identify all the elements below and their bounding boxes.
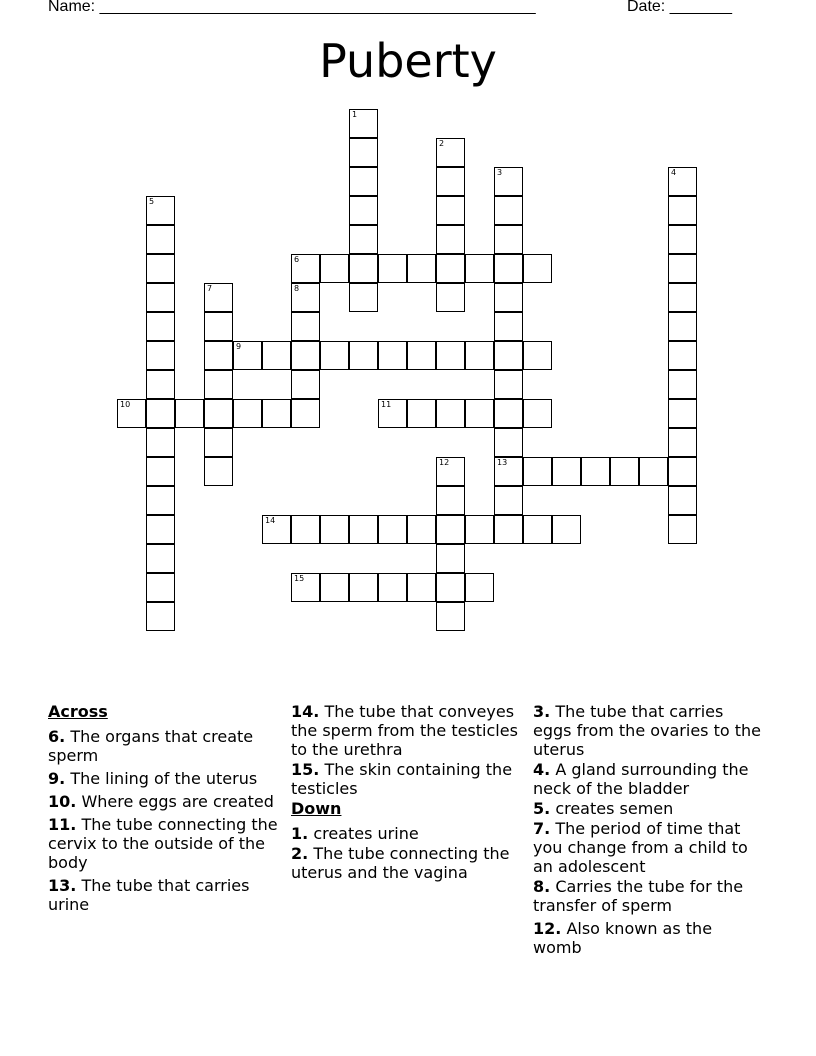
grid-cell[interactable] bbox=[146, 225, 175, 254]
clue-text: The skin containing the testicles bbox=[291, 760, 513, 798]
grid-cell[interactable] bbox=[146, 341, 175, 370]
date-field-label: Date: _______ bbox=[627, 0, 732, 15]
grid-cell[interactable] bbox=[523, 399, 552, 428]
grid-cell[interactable] bbox=[146, 573, 175, 602]
grid-cell[interactable] bbox=[378, 515, 407, 544]
grid-cell[interactable] bbox=[291, 515, 320, 544]
grid-cell[interactable] bbox=[494, 515, 523, 544]
grid-cell[interactable] bbox=[523, 341, 552, 370]
grid-cell[interactable] bbox=[349, 167, 378, 196]
grid-cell[interactable] bbox=[639, 457, 668, 486]
grid-cell[interactable] bbox=[465, 399, 494, 428]
clue-text: The tube that carries urine bbox=[48, 876, 250, 914]
clue-number: 14. bbox=[291, 702, 320, 721]
grid-cell[interactable] bbox=[291, 370, 320, 399]
down-heading: Down bbox=[291, 799, 342, 818]
grid-cell[interactable] bbox=[668, 312, 697, 341]
clue-number: 2. bbox=[291, 844, 309, 863]
clue-down-4 bbox=[533, 760, 765, 798]
grid-cell[interactable] bbox=[291, 254, 320, 283]
grid-cell[interactable] bbox=[146, 196, 175, 225]
cell-number: 7 bbox=[207, 284, 213, 293]
grid-cell[interactable] bbox=[436, 167, 465, 196]
grid-cell[interactable] bbox=[494, 225, 523, 254]
clue-across-13 bbox=[48, 876, 280, 914]
clue-across-9 bbox=[48, 769, 280, 788]
clue-text: The period of time that you change from a child to an adolescent bbox=[533, 819, 748, 876]
clue-across-14 bbox=[291, 702, 523, 759]
grid-cell[interactable] bbox=[668, 254, 697, 283]
grid-cell[interactable] bbox=[378, 341, 407, 370]
grid-cell[interactable] bbox=[233, 341, 262, 370]
clue-down-3 bbox=[533, 702, 765, 759]
grid-cell[interactable] bbox=[233, 399, 262, 428]
grid-cell[interactable] bbox=[436, 341, 465, 370]
grid-cell[interactable] bbox=[262, 399, 291, 428]
clue-text: creates urine bbox=[313, 824, 419, 843]
clue-text: Also known as the womb bbox=[533, 919, 713, 957]
grid-cell[interactable] bbox=[146, 370, 175, 399]
grid-cell[interactable] bbox=[436, 196, 465, 225]
grid-cell[interactable] bbox=[668, 428, 697, 457]
cell-number: 15 bbox=[294, 574, 305, 583]
cell-number: 11 bbox=[381, 400, 392, 409]
grid-cell[interactable] bbox=[146, 515, 175, 544]
grid-cell[interactable] bbox=[436, 573, 465, 602]
grid-cell[interactable] bbox=[465, 341, 494, 370]
grid-cell[interactable] bbox=[668, 457, 697, 486]
grid-cell[interactable] bbox=[523, 515, 552, 544]
grid-cell[interactable] bbox=[465, 573, 494, 602]
clue-number: 5. bbox=[533, 799, 551, 818]
clue-text: The tube connecting the uterus and the vagina bbox=[291, 844, 510, 882]
grid-cell[interactable] bbox=[291, 399, 320, 428]
grid-cell[interactable] bbox=[175, 399, 204, 428]
clue-number: 1. bbox=[291, 824, 309, 843]
cell-number: 1 bbox=[352, 110, 358, 119]
grid-cell[interactable] bbox=[494, 283, 523, 312]
grid-cell[interactable] bbox=[407, 515, 436, 544]
clue-text: The lining of the uterus bbox=[70, 769, 258, 788]
clue-across-11 bbox=[48, 815, 280, 872]
grid-cell[interactable] bbox=[436, 283, 465, 312]
clue-down-5 bbox=[533, 799, 765, 818]
clue-across-10 bbox=[48, 792, 280, 811]
grid-cell[interactable] bbox=[552, 515, 581, 544]
grid-cell[interactable] bbox=[320, 341, 349, 370]
clue-text: The tube connecting the cervix to the outside of the body bbox=[48, 815, 278, 872]
grid-cell[interactable] bbox=[436, 254, 465, 283]
name-field-label: Name: _________________________________________________ bbox=[48, 0, 536, 15]
grid-cell[interactable] bbox=[349, 573, 378, 602]
grid-cell[interactable] bbox=[494, 428, 523, 457]
grid-cell[interactable] bbox=[146, 254, 175, 283]
grid-cell[interactable] bbox=[262, 515, 291, 544]
clue-number: 12. bbox=[533, 919, 562, 938]
grid-cell[interactable] bbox=[349, 225, 378, 254]
clue-number: 15. bbox=[291, 760, 320, 779]
across-heading: Across bbox=[48, 702, 108, 721]
grid-cell[interactable] bbox=[494, 312, 523, 341]
grid-cell[interactable] bbox=[146, 428, 175, 457]
clue-number: 8. bbox=[533, 877, 551, 896]
grid-cell[interactable] bbox=[378, 399, 407, 428]
grid-cell[interactable] bbox=[436, 138, 465, 167]
grid-cell[interactable] bbox=[291, 573, 320, 602]
grid-cell[interactable] bbox=[146, 283, 175, 312]
grid-cell[interactable] bbox=[117, 399, 146, 428]
grid-cell[interactable] bbox=[581, 457, 610, 486]
clue-text: Where eggs are created bbox=[81, 792, 274, 811]
grid-cell[interactable] bbox=[436, 457, 465, 486]
grid-cell[interactable] bbox=[291, 283, 320, 312]
grid-cell[interactable] bbox=[436, 399, 465, 428]
grid-cell[interactable] bbox=[436, 486, 465, 515]
clue-number: 3. bbox=[533, 702, 551, 721]
grid-cell[interactable] bbox=[204, 312, 233, 341]
clue-text: Carries the tube for the transfer of sperm bbox=[533, 877, 744, 915]
clue-number: 10. bbox=[48, 792, 77, 811]
grid-cell[interactable] bbox=[146, 486, 175, 515]
puzzle-title: Puberty bbox=[319, 34, 497, 88]
grid-cell[interactable] bbox=[204, 370, 233, 399]
clue-number: 9. bbox=[48, 769, 66, 788]
clues-column-1 bbox=[48, 702, 280, 918]
cell-number: 4 bbox=[671, 168, 677, 177]
grid-cell[interactable] bbox=[320, 254, 349, 283]
grid-cell[interactable] bbox=[349, 515, 378, 544]
cell-number: 10 bbox=[120, 400, 131, 409]
grid-cell[interactable] bbox=[262, 341, 291, 370]
clues-column-3 bbox=[533, 702, 765, 961]
clue-text: The organs that create sperm bbox=[48, 727, 254, 765]
grid-cell[interactable] bbox=[610, 457, 639, 486]
grid-cell[interactable] bbox=[668, 225, 697, 254]
cell-number: 3 bbox=[497, 168, 503, 177]
cell-number: 6 bbox=[294, 255, 300, 264]
grid-cell[interactable] bbox=[349, 109, 378, 138]
grid-cell[interactable] bbox=[320, 573, 349, 602]
grid-cell[interactable] bbox=[494, 254, 523, 283]
clue-down-12 bbox=[533, 919, 765, 957]
grid-cell[interactable] bbox=[349, 341, 378, 370]
clue-number: 11. bbox=[48, 815, 77, 834]
clue-text: The tube that conveyes the sperm from the testicles to the urethra bbox=[291, 702, 518, 759]
grid-cell[interactable] bbox=[407, 254, 436, 283]
cell-number: 9 bbox=[236, 342, 242, 351]
grid-cell[interactable] bbox=[436, 544, 465, 573]
grid-cell[interactable] bbox=[668, 196, 697, 225]
grid-cell[interactable] bbox=[204, 341, 233, 370]
grid-cell[interactable] bbox=[436, 602, 465, 631]
cell-number: 12 bbox=[439, 458, 450, 467]
grid-cell[interactable] bbox=[494, 196, 523, 225]
clue-number: 6. bbox=[48, 727, 66, 746]
grid-cell[interactable] bbox=[378, 573, 407, 602]
grid-cell[interactable] bbox=[523, 254, 552, 283]
cell-number: 5 bbox=[149, 197, 155, 206]
grid-cell[interactable] bbox=[407, 399, 436, 428]
grid-cell[interactable] bbox=[204, 399, 233, 428]
clue-across-6 bbox=[48, 727, 280, 765]
clue-down-7 bbox=[533, 819, 765, 876]
cell-number: 14 bbox=[265, 516, 276, 525]
grid-cell[interactable] bbox=[349, 196, 378, 225]
grid-cell[interactable] bbox=[494, 167, 523, 196]
grid-cell[interactable] bbox=[146, 399, 175, 428]
clue-down-8 bbox=[533, 877, 765, 915]
cell-number: 8 bbox=[294, 284, 300, 293]
grid-cell[interactable] bbox=[494, 341, 523, 370]
clue-down-1 bbox=[291, 824, 523, 843]
grid-cell[interactable] bbox=[204, 457, 233, 486]
clue-text: creates semen bbox=[555, 799, 674, 818]
grid-cell[interactable] bbox=[552, 457, 581, 486]
clue-across-15 bbox=[291, 760, 523, 798]
grid-cell[interactable] bbox=[349, 254, 378, 283]
grid-cell[interactable] bbox=[668, 399, 697, 428]
grid-cell[interactable] bbox=[291, 312, 320, 341]
grid-cell[interactable] bbox=[146, 544, 175, 573]
cell-number: 13 bbox=[497, 458, 508, 467]
clue-text: A gland surrounding the neck of the bladder bbox=[533, 760, 749, 798]
clue-number: 7. bbox=[533, 819, 551, 838]
grid-cell[interactable] bbox=[465, 254, 494, 283]
grid-cell[interactable] bbox=[668, 283, 697, 312]
grid-cell[interactable] bbox=[407, 573, 436, 602]
grid-cell[interactable] bbox=[494, 486, 523, 515]
clue-number: 4. bbox=[533, 760, 551, 779]
grid-cell[interactable] bbox=[349, 283, 378, 312]
grid-cell[interactable] bbox=[204, 283, 233, 312]
grid-cell[interactable] bbox=[436, 225, 465, 254]
grid-cell[interactable] bbox=[146, 602, 175, 631]
grid-cell[interactable] bbox=[146, 457, 175, 486]
clues-column-2 bbox=[291, 702, 523, 883]
cell-number: 2 bbox=[439, 139, 445, 148]
grid-cell[interactable] bbox=[523, 457, 552, 486]
grid-cell[interactable] bbox=[436, 515, 465, 544]
grid-cell[interactable] bbox=[146, 312, 175, 341]
grid-cell[interactable] bbox=[378, 254, 407, 283]
grid-cell[interactable] bbox=[668, 167, 697, 196]
grid-cell[interactable] bbox=[407, 341, 436, 370]
grid-cell[interactable] bbox=[204, 428, 233, 457]
clue-text: The tube that carries eggs from the ovaries to the uterus bbox=[533, 702, 761, 759]
grid-cell[interactable] bbox=[668, 370, 697, 399]
grid-cell[interactable] bbox=[668, 515, 697, 544]
grid-cell[interactable] bbox=[668, 486, 697, 515]
grid-cell[interactable] bbox=[291, 341, 320, 370]
grid-cell[interactable] bbox=[494, 457, 523, 486]
grid-cell[interactable] bbox=[494, 399, 523, 428]
grid-cell[interactable] bbox=[465, 515, 494, 544]
grid-cell[interactable] bbox=[494, 370, 523, 399]
grid-cell[interactable] bbox=[349, 138, 378, 167]
grid-cell[interactable] bbox=[320, 515, 349, 544]
clue-number: 13. bbox=[48, 876, 77, 895]
grid-cell[interactable] bbox=[668, 341, 697, 370]
clue-down-2 bbox=[291, 844, 523, 882]
